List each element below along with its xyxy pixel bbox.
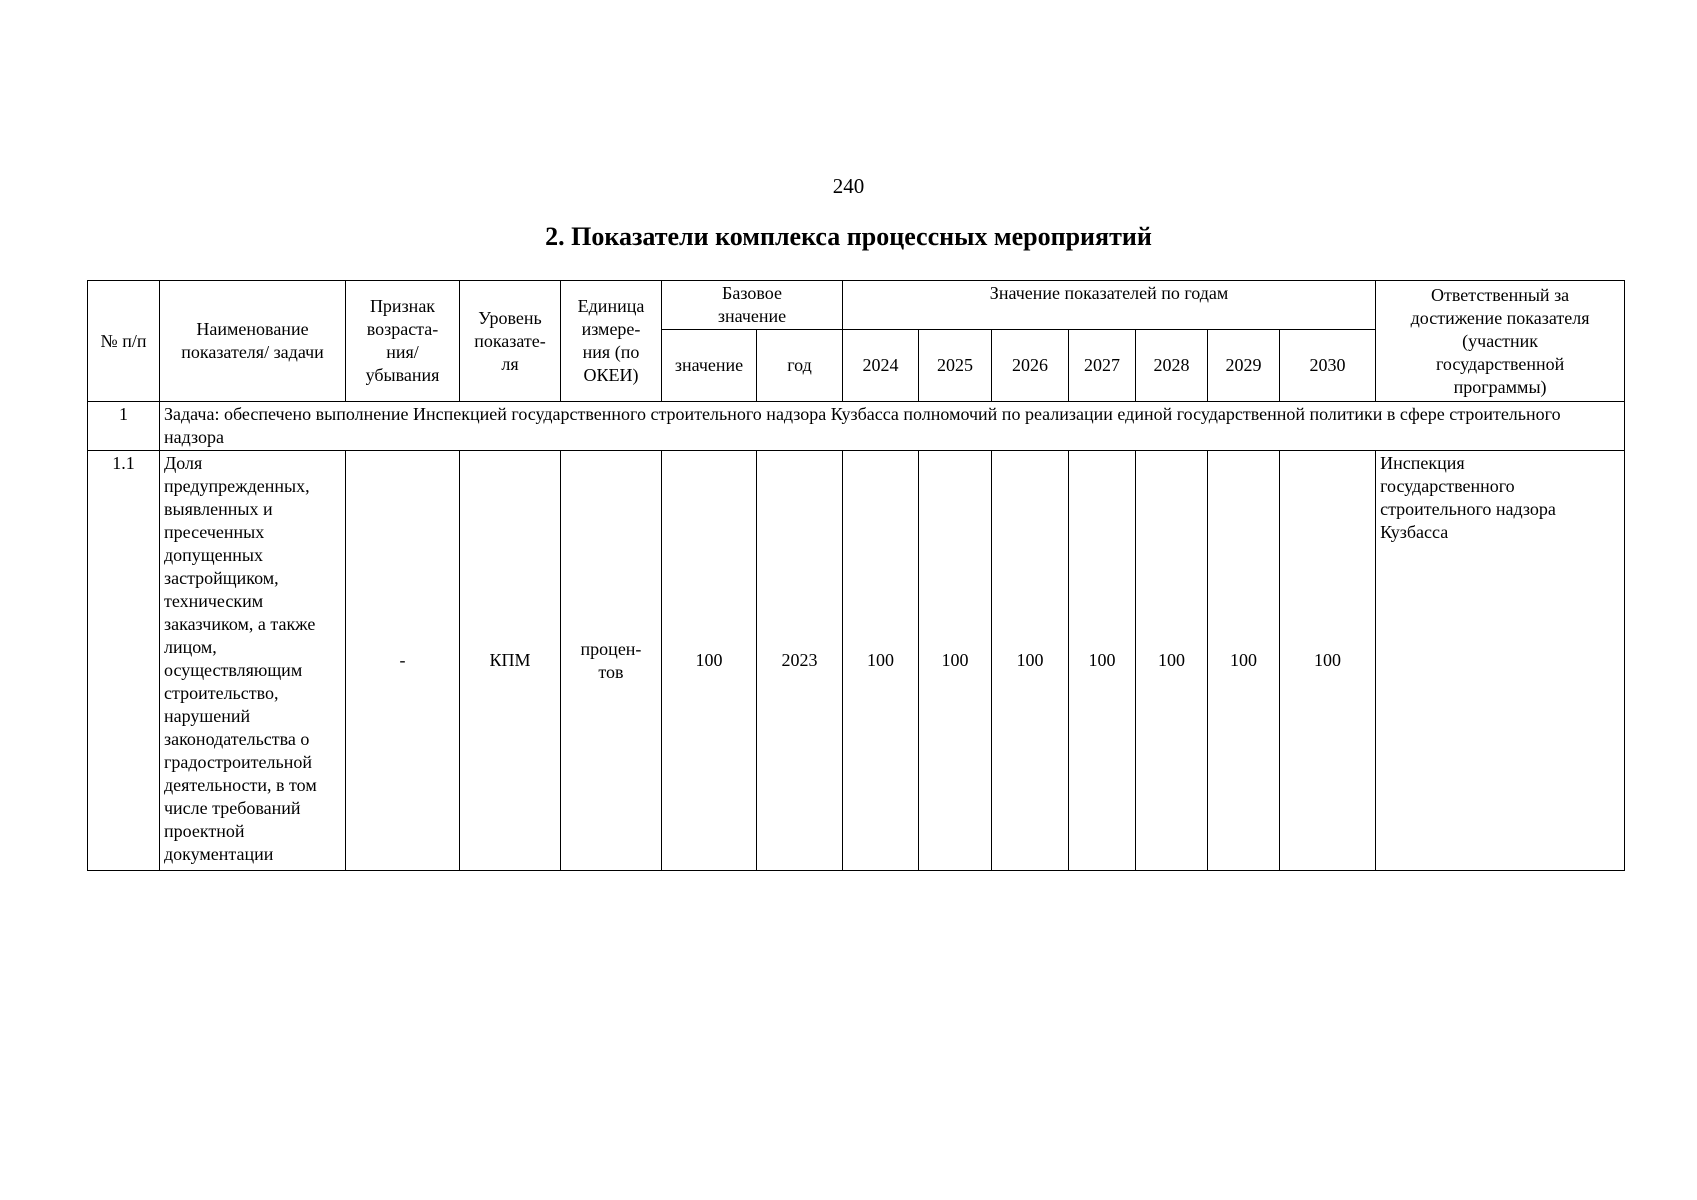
task-row [88, 402, 1625, 451]
header-base-year: год [757, 330, 843, 402]
header-year-2026: 2026 [992, 330, 1069, 402]
header-level: Уровень показате- ля [460, 281, 561, 402]
indicator-value-2028: 100 [1136, 451, 1208, 871]
indicator-value-2029: 100 [1208, 451, 1280, 871]
indicator-responsible: Инспекция государственного строительного надзора Кузбасса [1376, 451, 1625, 871]
header-year-2028: 2028 [1136, 330, 1208, 402]
indicator-name: Доля предупрежденных, выявленных и пресеченных допущенных застройщиком, техническим заказчиком, а также лицом, осуществляющим строительство, нарушений законодательства о градостроительной деятельности, в том числе требований проектной документации [160, 451, 346, 871]
header-row-1 [88, 281, 1625, 330]
page-title: 2. Показатели комплекса процессных мероприятий [545, 222, 1152, 251]
header-base-value: значение [662, 330, 757, 402]
task-num: 1 [88, 402, 160, 451]
indicator-value-2024: 100 [843, 451, 919, 871]
header-responsible: Ответственный за достижение показателя (участник государственной программы) [1376, 281, 1625, 402]
indicator-level: КПМ [460, 451, 561, 871]
header-year-2025: 2025 [919, 330, 992, 402]
indicator-value-2030: 100 [1280, 451, 1376, 871]
indicator-base-year: 2023 [757, 451, 843, 871]
header-trend: Признак возраста- ния/ убывания [346, 281, 460, 402]
header-name: Наименование показателя/ задачи [160, 281, 346, 402]
indicator-value-2027: 100 [1069, 451, 1136, 871]
indicator-unit: процен- тов [561, 451, 662, 871]
indicator-value-2025: 100 [919, 451, 992, 871]
indicator-num: 1.1 [88, 451, 160, 871]
header-year-2030: 2030 [1280, 330, 1376, 402]
indicator-base-value: 100 [662, 451, 757, 871]
header-year-2027: 2027 [1069, 330, 1136, 402]
header-unit: Единица измере- ния (по ОКЕИ) [561, 281, 662, 402]
header-year-2029: 2029 [1208, 330, 1280, 402]
header-num: № п/п [88, 281, 160, 402]
header-by-year: Значение показателей по годам [843, 281, 1376, 330]
header-year-2024: 2024 [843, 330, 919, 402]
indicator-value-2026: 100 [992, 451, 1069, 871]
header-base: Базовое значение [662, 281, 843, 330]
task-text: Задача: обеспечено выполнение Инспекцией государственного строительного надзора Кузбасса полномочий по реализации единой государственной политики в сфере строительного надзора [160, 402, 1625, 451]
page-number: 240 [832, 174, 865, 198]
indicator-trend: - [346, 451, 460, 871]
indicator-row [88, 451, 1625, 871]
indicators-table [87, 280, 1625, 871]
